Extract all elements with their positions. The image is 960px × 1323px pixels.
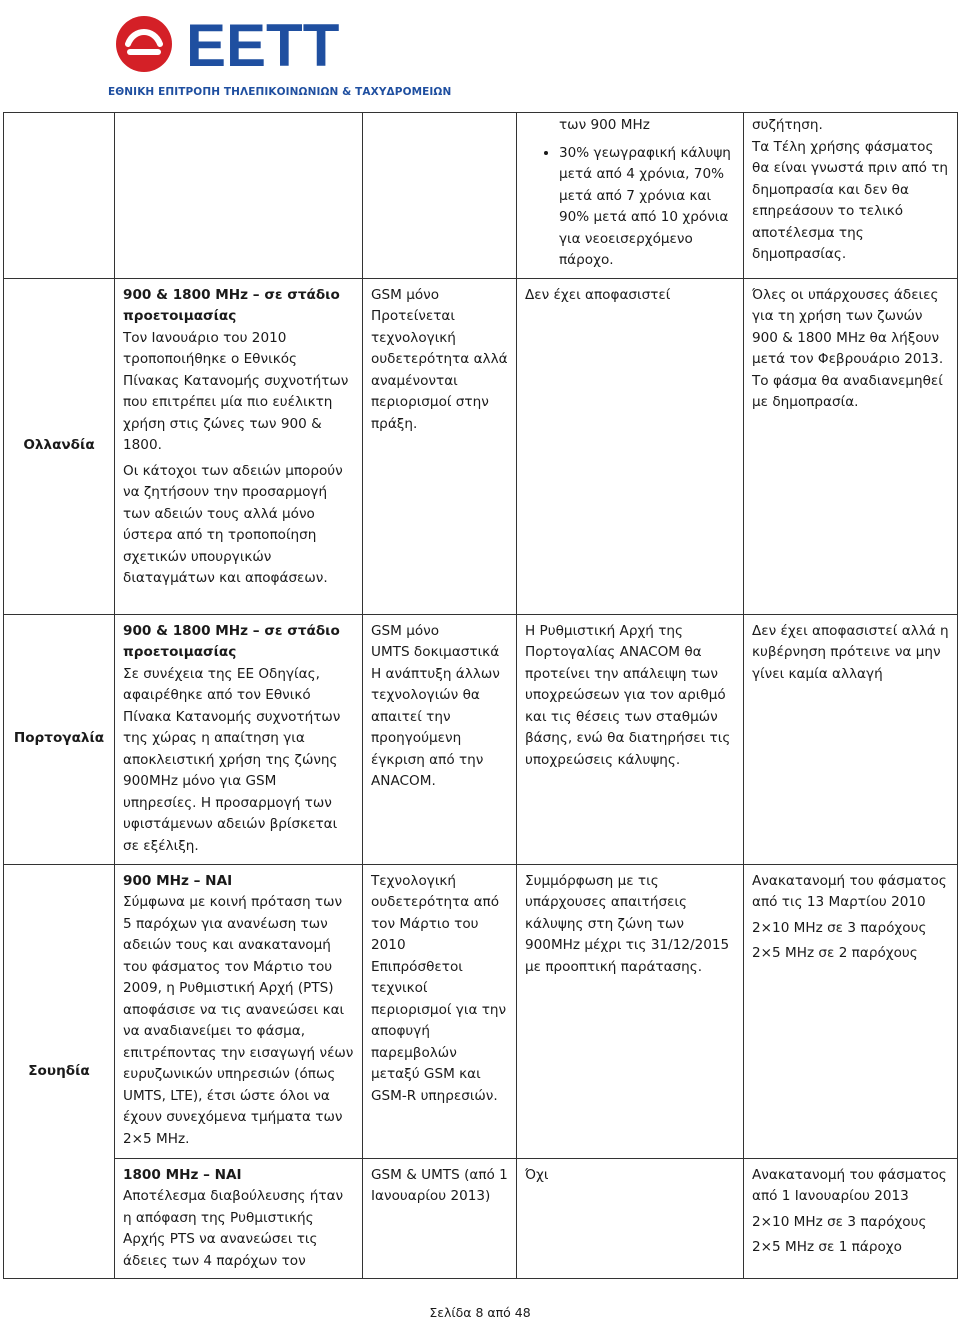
bullet-list	[525, 143, 735, 272]
cell-text: Οι κάτοχοι των αδειών μπορούν να ζητήσουν την προσαρμογή των αδειών τους αλλά μόνο ύστερα από τη τροποποίηση σχετικών υπουργικών διαταγμάτων και αποφάσεων.	[123, 462, 343, 586]
logo-wordmark: ΕΕΤΤ	[186, 12, 340, 79]
cell-text: Δεν έχει αποφασιστεί	[525, 286, 671, 303]
cell-col2	[115, 113, 363, 279]
cell-text: Ανακατανομή του φάσματος από 1 Ιανουαρίου 2013	[752, 1166, 947, 1204]
cell-text: Σε συνέχεια της ΕΕ Οδηγίας, αφαιρέθηκε από τον Εθνικό Πίνακα Κατανομής συχνοτήτων της χώρας η απαίτηση για αποκλειστική χρήση της ζώνης 900MHz μόνο για GSM υπηρεσίες. Η προσαρμογή των υφιστάμενων αδειών βρίσκεται σε εξέλιξη.	[123, 665, 341, 854]
cell-col5	[744, 614, 958, 864]
cell-country	[4, 113, 115, 279]
cell-text: Η ανάπτυξη άλλων τεχνολογιών θα απαιτεί την προηγούμενη έγκριση από την ANACOM.	[371, 665, 500, 789]
comparison-table	[3, 112, 958, 1279]
cell-col5	[744, 278, 958, 614]
cell-text: Ανακατανομή του φάσματος από τις 13 Μαρτίου 2010	[752, 872, 947, 910]
country-name: Πορτογαλία	[4, 614, 115, 864]
cell-text: 2×5 MHz σε 1 πάροχο	[752, 1239, 902, 1255]
page-number: Σελίδα 8 από 48	[429, 1305, 531, 1320]
cell-text: GSM μόνο	[371, 286, 440, 303]
cell-title: 900 & 1800 MHz – σε στάδιο προετοιμασίας	[123, 622, 340, 660]
cell-title: 1800 MHz – ΝΑΙ	[123, 1166, 242, 1183]
cell-col4	[517, 278, 744, 614]
cell-col5	[744, 113, 958, 279]
cell-text: GSM & UMTS (από 1 Ιανουαρίου 2013)	[371, 1166, 508, 1204]
country-name: Σουηδία	[4, 864, 115, 1279]
cell-col3	[363, 1158, 517, 1279]
cell-col2	[115, 864, 363, 1158]
cell-text: Συμμόρφωση με τις υπάρχουσες απαιτήσεις κάλυψης στη ζώνη των 900MHz μέχρι τις 31/12/2015 με προοπτική παράτασης.	[525, 872, 730, 975]
cell-col3	[363, 278, 517, 614]
cell-text: Προτείνεται τεχνολογική ουδετερότητα αλλά αναμένονται περιορισμοί στην πράξη.	[371, 308, 508, 432]
cell-text: 2×5 MHz σε 2 παρόχους	[752, 945, 918, 961]
cell-text: UMTS δοκιμαστικά	[371, 644, 500, 660]
eett-logo	[108, 6, 452, 104]
cell-col2	[115, 614, 363, 864]
cell-text: GSM μόνο	[371, 622, 440, 639]
cell-title: 900 MHz – ΝΑΙ	[123, 872, 233, 889]
cell-text: των 900 MHz	[559, 117, 650, 133]
table-row	[4, 278, 958, 614]
cell-text: 2×10 MHz σε 3 παρόχους	[752, 919, 927, 936]
cell-text: Όχι	[525, 1166, 549, 1183]
table-row	[4, 864, 958, 1158]
cell-text: Όλες οι υπάρχουσες άδειες για τη χρήση των ζωνών 900 & 1800 MHz θα λήξουν μετά τον Φεβρουάριο 2013. Το φάσμα θα αναδιανεμηθεί με δημοπρασία.	[752, 286, 944, 410]
cell-col5	[744, 864, 958, 1158]
table-row	[4, 1158, 958, 1279]
table-row	[4, 113, 958, 279]
cell-col4	[517, 1158, 744, 1279]
cell-col3	[363, 113, 517, 279]
cell-col3	[363, 864, 517, 1158]
cell-text: Τεχνολογική ουδετερότητα από τον Μάρτιο του 2010	[371, 872, 500, 953]
cell-text: Τον Ιανουάριο του 2010 τροποποιήθηκε ο Εθνικός Πίνακας Κατανομής συχνοτήτων που επιτρέπει μία πιο ευέλικτη χρήση στις ζώνες των 900 & 1800.	[123, 329, 349, 453]
list-item: • 30% γεωγραφική κάλυψη μετά από 4 χρόνια, 70% μετά από 7 χρόνια και 90% μετά από 10 χρόνια για νεοεισερχόμενο πάροχο.	[559, 143, 735, 272]
cell-col2	[115, 278, 363, 614]
cell-col4	[517, 113, 744, 279]
cell-text: συζήτηση.	[752, 117, 823, 133]
cell-text: Η Ρυθμιστική Αρχή της Πορτογαλίας ANACOM θα προτείνει την απάλειψη των υποχρεώσεων για τον αριθμό και τις θέσεις των σταθμών βάσης, ενώ θα διατηρήσει τις υποχρεώσεις κάλυψης.	[525, 622, 731, 768]
cell-text: Σύμφωνα με κοινή πρόταση των 5 παρόχων για ανανέωση των αδειών τους και ανακατανομή του φάσματος τον Μάρτιο του 2009, η Ρυθμιστική Αρχή (PTS) αποφάσισε να τις ανανεώσει και να αναδιανείμει το φάσμα, επιτρέποντας την εισαγωγή νέων ευρυζωνικών υπηρεσιών (όπως UMTS, LTE), έτσι ώστε όλοι να έχουν συνεχόμενα τμήματα των 2×5 MHz.	[123, 894, 354, 1147]
country-name: Ολλανδία	[4, 278, 115, 614]
cell-title: 900 & 1800 MHz – σε στάδιο προετοιμασίας	[123, 286, 340, 324]
cell-col3	[363, 614, 517, 864]
cell-text: Δεν έχει αποφασιστεί αλλά η κυβέρνηση πρότεινε να μην γίνει καμία αλλαγή	[752, 622, 949, 682]
cell-col4	[517, 864, 744, 1158]
logo-subtitle: ΕΘΝΙΚΗ ΕΠΙΤΡΟΠΗ ΤΗΛΕΠΙΚΟΙΝΩΝΙΩΝ & ΤΑΧΥΔΡΟΜΕΙΩΝ	[108, 86, 452, 98]
cell-col4	[517, 614, 744, 864]
table-row	[4, 614, 958, 864]
cell-col5	[744, 1158, 958, 1279]
cell-text: 2×10 MHz σε 3 παρόχους	[752, 1213, 927, 1230]
cell-text: Επιπρόσθετοι τεχνικοί περιορισμοί για την αποφυγή παρεμβολών μεταξύ GSM και GSM-R υπηρεσιών.	[371, 958, 507, 1104]
eett-logo-mark	[108, 6, 378, 86]
cell-col2	[115, 1158, 363, 1279]
cell-text: Αποτέλεσμα διαβούλευσης ήταν η απόφαση της Ρυθμιστικής Αρχής PTS να ανανεώσει τις άδειες των 4 παρόχων τον	[123, 1188, 344, 1269]
cell-text: Τα Τέλη χρήσης φάσματος θα είναι γνωστά πριν από τη δημοπρασία και δεν θα επηρεάσουν το τελικό αποτέλεσμα της δημοπρασίας.	[752, 138, 949, 262]
